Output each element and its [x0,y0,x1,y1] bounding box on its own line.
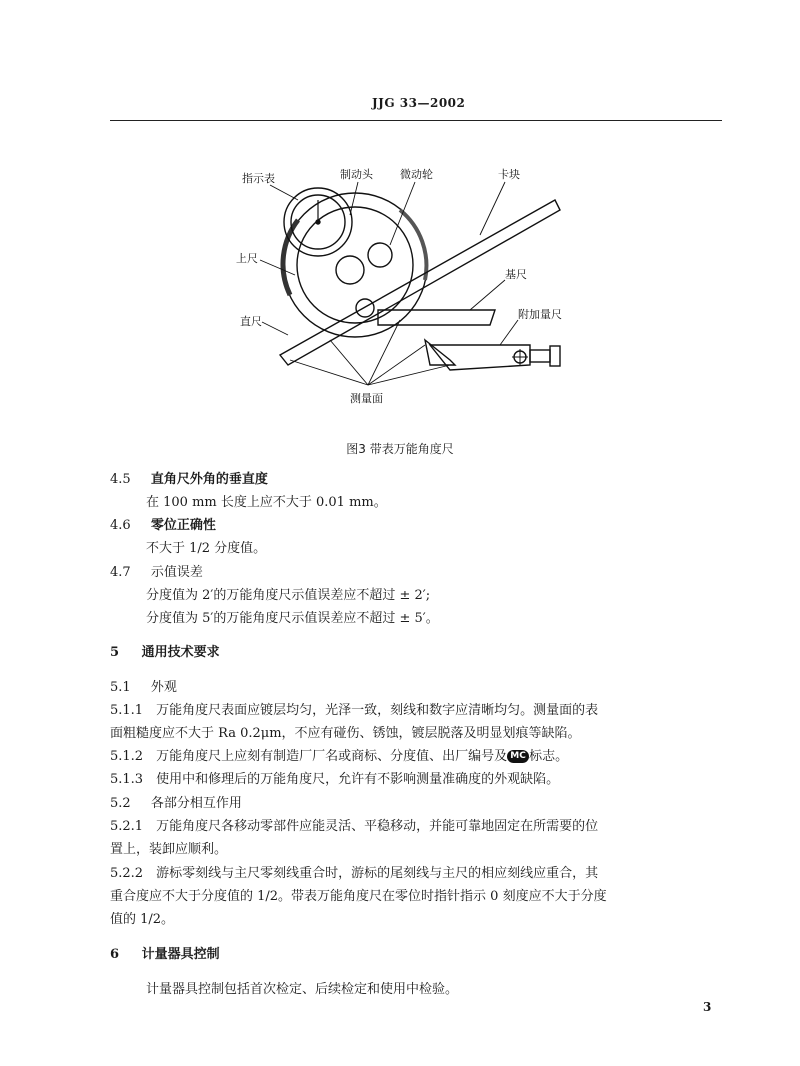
section-title: 各部分相互作用 [150,796,242,811]
section-number: 6 [110,947,120,962]
section-6-body: 计量器具控制包括首次检定、后续检定和使用中检验。 [146,982,459,997]
section-title: 零位正确性 [150,518,216,533]
label-micro-wheel: 微动轮 [400,168,433,181]
center-boss [336,256,364,284]
main-disc-inner [297,207,413,323]
section-5-heading [110,643,220,663]
section-5-1-2-tail: 标志。 [529,749,569,764]
label-upper-ruler: 上尺 [236,252,258,265]
section-title: 外观 [150,680,177,695]
section-5-2-2-line-1: 5.2.2 游标零刻线与主尺零刻线重合时，游标的尾刻线与主尺的相应刻线应重合，其 [110,866,599,881]
section-5-2-2-line-2: 重合度应不大于分度值的 1/2。带表万能角度尺在零位时指针指示 0 刻度应不大于分度 [110,889,607,904]
label-base-ruler: 基尺 [505,268,527,281]
protractor-diagram [200,160,620,430]
section-number: 5.2 [110,796,131,811]
micro-wheel [368,243,392,267]
mc-mark-icon: MC [507,750,529,763]
section-title: 计量器具控制 [141,947,220,962]
section-5-1-2-text: 5.1.2 万能角度尺上应刻有制造厂厂名或商标、分度值、出厂编号及 [110,749,508,764]
page-number: 3 [703,1000,712,1014]
label-brake-head: 制动头 [340,168,373,181]
section-4-5-body: 在 100 mm 长度上应不大于 0.01 mm。 [146,495,387,510]
pivot [356,299,374,317]
section-5-1-3: 5.1.3 使用中和修理后的万能角度尺，允许有不影响测量准确度的外观缺陷。 [110,772,560,787]
section-5-2-1-line-1: 5.2.1 万能角度尺各移动零部件应能灵活、平稳移动，并能可靠地固定在所需要的位 [110,819,599,834]
upper-ruler [280,200,560,365]
section-4-6-body: 不大于 1/2 分度值。 [146,541,267,556]
section-number: 4.6 [110,518,131,533]
section-4-6-heading [110,516,216,536]
section-number: 4.5 [110,472,131,487]
section-title: 直角尺外角的垂直度 [150,472,268,487]
section-title: 通用技术要求 [141,645,220,660]
label-indicator: 指示表 [242,172,275,185]
section-5-2-heading [110,794,242,814]
label-straight-ruler: 直尺 [240,315,262,328]
label-card-block: 卡块 [498,168,520,181]
section-4-5-heading [110,470,268,490]
protractor-figure [200,160,620,430]
header-rule [110,120,722,121]
section-4-7-body-1: 分度值为 2′的万能角度尺示值误差应不超过 ± 2′; [146,588,431,603]
section-5-2-2-line-3: 值的 1/2。 [110,912,175,927]
section-4-7-heading [110,563,203,583]
section-number: 5 [110,645,120,660]
section-5-1-2 [110,747,568,767]
section-number: 4.7 [110,565,131,580]
section-number: 5.1 [110,680,131,695]
section-title: 示值误差 [150,565,203,580]
section-5-1-heading [110,678,177,698]
label-measuring-face: 测量面 [350,392,383,405]
standard-code: JJG 33—2002 [372,96,466,110]
section-6-heading [110,945,220,965]
section-5-2-1-line-2: 置上，装卸应顺利。 [110,842,228,857]
section-5-1-1-line-2: 面粗糙度应不大于 Ra 0.2μm，不应有碰伤、锈蚀，镀层脱落及明显划痕等缺陷。 [110,726,581,741]
straight-ruler-tip [425,340,455,365]
figure-caption: 图3 带表万能角度尺 [346,442,454,456]
section-5-1-1-line-1: 5.1.1 万能角度尺表面应镀层均匀，光泽一致，刻线和数字应清晰均匀。测量面的表 [110,703,599,718]
base-ruler [378,310,495,325]
section-4-7-body-2: 分度值为 5′的万能角度尺示值误差应不超过 ± 5′。 [146,611,439,626]
label-extra-ruler: 附加量尺 [518,308,562,321]
